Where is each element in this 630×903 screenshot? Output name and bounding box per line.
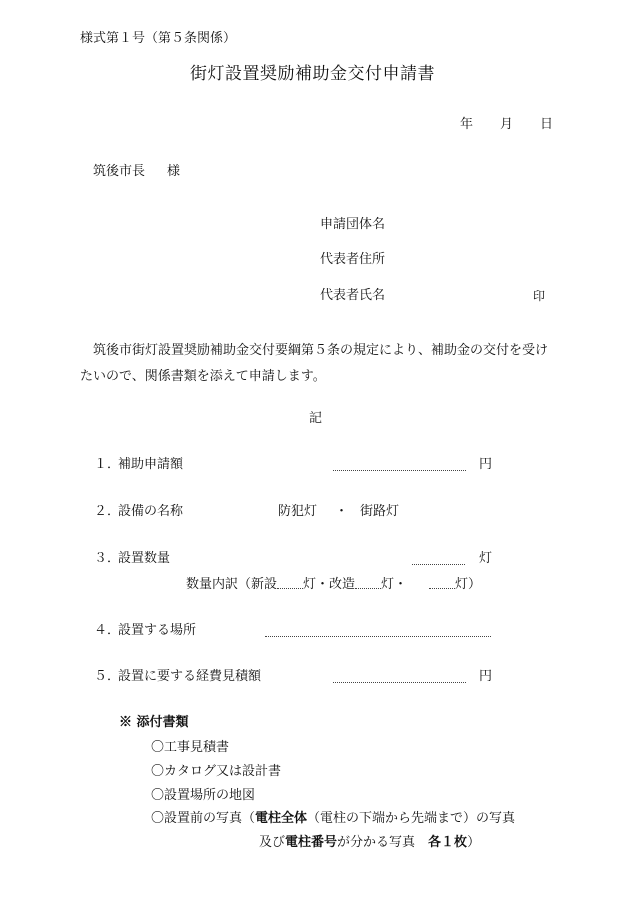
item3-breakdown — [186, 576, 481, 591]
item1-label: 補助申請額 — [118, 457, 184, 472]
item1-amount-field[interactable] — [333, 461, 466, 471]
item4-label: 設置する場所 — [118, 623, 197, 638]
photo-line2-prefix: 及び — [259, 835, 286, 850]
item5-number: ５． — [94, 669, 121, 684]
photo-bold-pole-number: 電柱番号 — [285, 835, 338, 850]
item4-location-field[interactable] — [265, 627, 491, 637]
item2-label: 設備の名称 — [118, 504, 184, 519]
item5-cost-field[interactable] — [333, 673, 466, 683]
ki-heading: 記 — [309, 411, 323, 426]
item3-number: ３． — [94, 551, 121, 566]
item3-quantity-field[interactable] — [412, 555, 465, 565]
item3-unit: 灯 — [479, 551, 493, 566]
photo-line2-middle: が分かる写真 — [337, 835, 429, 850]
item2-separator: ・ — [335, 504, 349, 519]
form-number: 様式第１号（第５条関係） — [80, 31, 237, 46]
attachment-photo-line1 — [151, 812, 515, 825]
seal-mark: 印 — [533, 289, 546, 303]
breakdown-new-field[interactable] — [277, 576, 303, 589]
attachments-heading: ※ 添付書類 — [119, 715, 189, 730]
photo-line2-suffix: ） — [467, 835, 481, 850]
item2-option-street: 街路灯 — [360, 504, 400, 519]
document-title: 街灯設置奨励補助金交付申請書 — [190, 64, 435, 84]
item2-number: ２． — [94, 504, 121, 519]
item5-label: 設置に要する経費見積額 — [118, 669, 262, 684]
date-year: 年 — [460, 117, 474, 132]
item2-option-crime-prevention: 防犯灯 — [278, 504, 318, 519]
item1-unit: 円 — [479, 457, 493, 472]
item1-number: １． — [94, 457, 121, 472]
date-month: 月 — [500, 117, 514, 132]
body-text: 筑後市街灯設置奨励補助金交付要綱第５条の規定により、補助金の交付を受けたいので、関係書類を添えて申請します。 — [80, 343, 549, 384]
photo-bold-each-one: 各１枚 — [428, 835, 468, 850]
applicant-group-label: 申請団体名 — [320, 217, 386, 232]
photo-prefix: 〇設置前の写真（ — [151, 811, 256, 826]
breakdown-suffix: 灯） — [455, 577, 482, 592]
breakdown-unit1: 灯・改造 — [303, 577, 356, 592]
attachment-item: 〇設置場所の地図 — [151, 788, 256, 803]
item4-number: ４． — [94, 623, 121, 638]
applicant-address-label: 代表者住所 — [320, 252, 386, 267]
attachment-item: 〇工事見積書 — [151, 740, 230, 755]
body-paragraph — [80, 338, 554, 390]
item3-label: 設置数量 — [118, 551, 171, 566]
breakdown-modify-field[interactable] — [355, 576, 381, 589]
item5-unit: 円 — [479, 669, 493, 684]
photo-bold-pole-whole: 電柱全体 — [255, 811, 308, 826]
date-day: 日 — [540, 117, 554, 132]
applicant-name-label: 代表者氏名 — [320, 288, 386, 303]
breakdown-prefix: 数量内訳（新設 — [186, 577, 278, 592]
breakdown-unit2: 灯・ — [381, 577, 408, 592]
addressee-name: 筑後市長 — [93, 164, 146, 179]
attachment-item: 〇カタログ又は設計書 — [151, 764, 282, 779]
breakdown-other-field[interactable] — [429, 576, 455, 589]
photo-middle: （電柱の下端から先端まで）の写真 — [307, 811, 516, 826]
addressee-honorific: 様 — [167, 164, 181, 179]
attachment-photo-line2 — [259, 836, 480, 849]
